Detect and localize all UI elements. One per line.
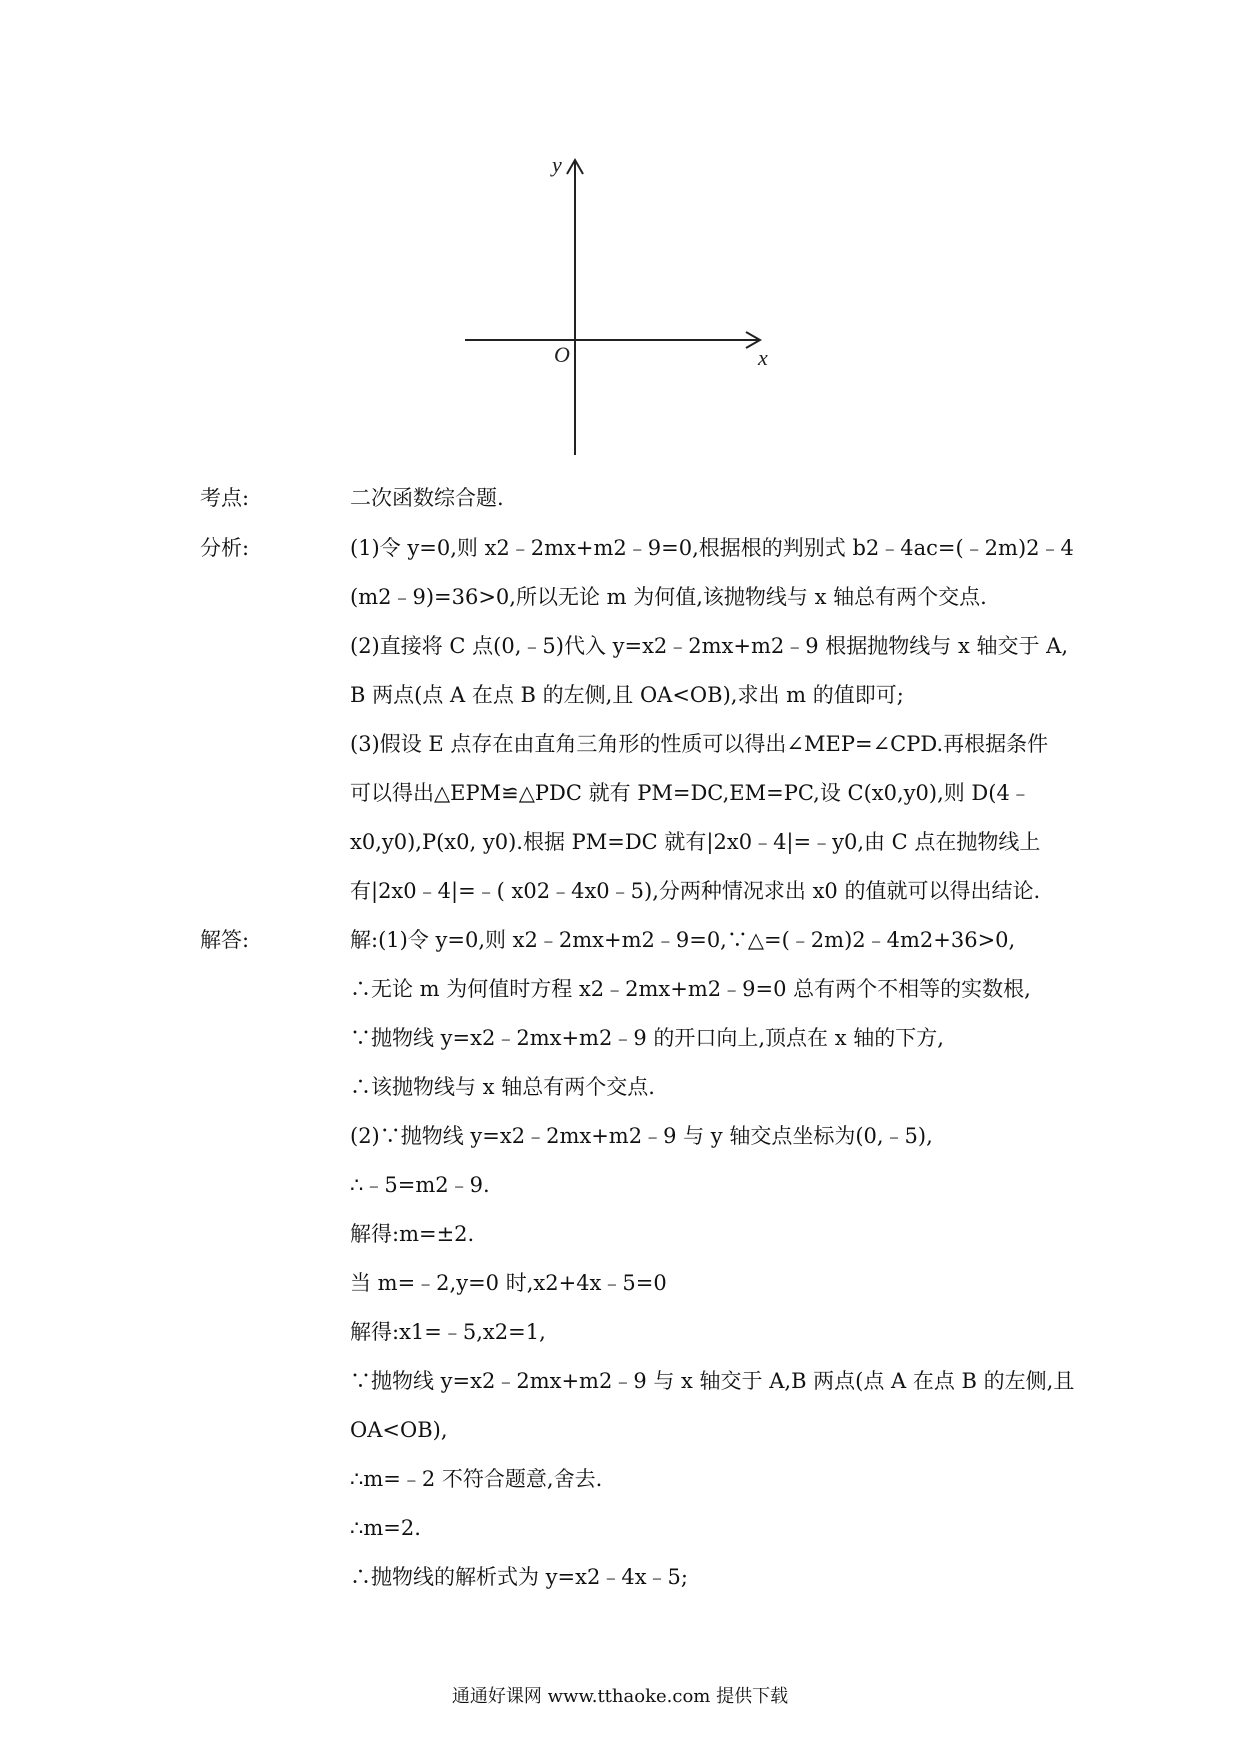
jieda-line: ∴m=﹣2 不符合题意,舍去.	[350, 1467, 603, 1491]
jieda-label: 解答:	[200, 928, 250, 952]
jieda-line: ∴无论 m 为何值时方程 x2﹣2mx+m2﹣9=0 总有两个不相等的实数根,	[350, 977, 1031, 1001]
jieda-line: 解得:m=±2.	[350, 1222, 475, 1246]
fenxi-line: (m2﹣9)=36>0,所以无论 m 为何值,该抛物线与 x 轴总有两个交点.	[350, 585, 987, 609]
fenxi-line: (3)假设 E 点存在由直角三角形的性质可以得出∠MEP=∠CPD.再根据条件	[350, 732, 1049, 756]
jieda-line: 当 m=﹣2,y=0 时,x2+4x﹣5=0	[350, 1271, 667, 1295]
jieda-line: ∴该抛物线与 x 轴总有两个交点.	[350, 1075, 655, 1099]
origin-label: O	[554, 342, 570, 367]
kaodian-label: 考点:	[200, 486, 250, 510]
jieda-line: ∴抛物线的解析式为 y=x2﹣4x﹣5;	[350, 1565, 688, 1589]
fenxi-label: 分析:	[200, 536, 250, 560]
fenxi-line: B 两点(点 A 在点 B 的左侧,且 OA<OB),求出 m 的值即可;	[350, 683, 904, 707]
jieda-line: ∴﹣5=m2﹣9.	[350, 1173, 490, 1197]
fenxi-line: (2)直接将 C 点(0,﹣5)代入 y=x2﹣2mx+m2﹣9 根据抛物线与 x 轴交于 A,	[350, 634, 1069, 658]
y-axis-label: y	[552, 152, 562, 177]
jieda-line: 解得:x1=﹣5,x2=1,	[350, 1320, 546, 1344]
jieda-line: ∴m=2.	[350, 1516, 421, 1540]
kaodian-text: 二次函数综合题.	[350, 486, 504, 510]
coordinate-axes-figure	[450, 150, 790, 480]
fenxi-line: (1)令 y=0,则 x2﹣2mx+m2﹣9=0,根据根的判别式 b2﹣4ac=(﹣2m)2﹣4	[350, 536, 1074, 560]
x-axis-label: x	[758, 345, 768, 370]
jieda-line: ∵抛物线 y=x2﹣2mx+m2﹣9 的开口向上,顶点在 x 轴的下方,	[350, 1026, 944, 1050]
fenxi-line: x0,y0),P(x0, y0).根据 PM=DC 就有|2x0﹣4|=﹣y0,由 C 点在抛物线上	[350, 830, 1041, 854]
page-footer: 通通好课网 www.tthaoke.com 提供下载	[451, 1686, 789, 1707]
jieda-line: 解:(1)令 y=0,则 x2﹣2mx+m2﹣9=0,∵△=(﹣2m)2﹣4m2+36>0,	[350, 928, 1016, 952]
fenxi-line: 可以得出△EPM≌△PDC 就有 PM=DC,EM=PC,设 C(x0,y0),则 D(4﹣	[350, 781, 1031, 805]
jieda-line: ∵抛物线 y=x2﹣2mx+m2﹣9 与 x 轴交于 A,B 两点(点 A 在点 B 的左侧,且	[350, 1369, 1075, 1393]
jieda-line: OA<OB),	[350, 1418, 448, 1442]
jieda-line: (2)∵抛物线 y=x2﹣2mx+m2﹣9 与 y 轴交点坐标为(0,﹣5),	[350, 1124, 933, 1148]
fenxi-line: 有|2x0﹣4|=﹣( x02﹣4x0﹣5),分两种情况求出 x0 的值就可以得出结论.	[350, 879, 1041, 903]
